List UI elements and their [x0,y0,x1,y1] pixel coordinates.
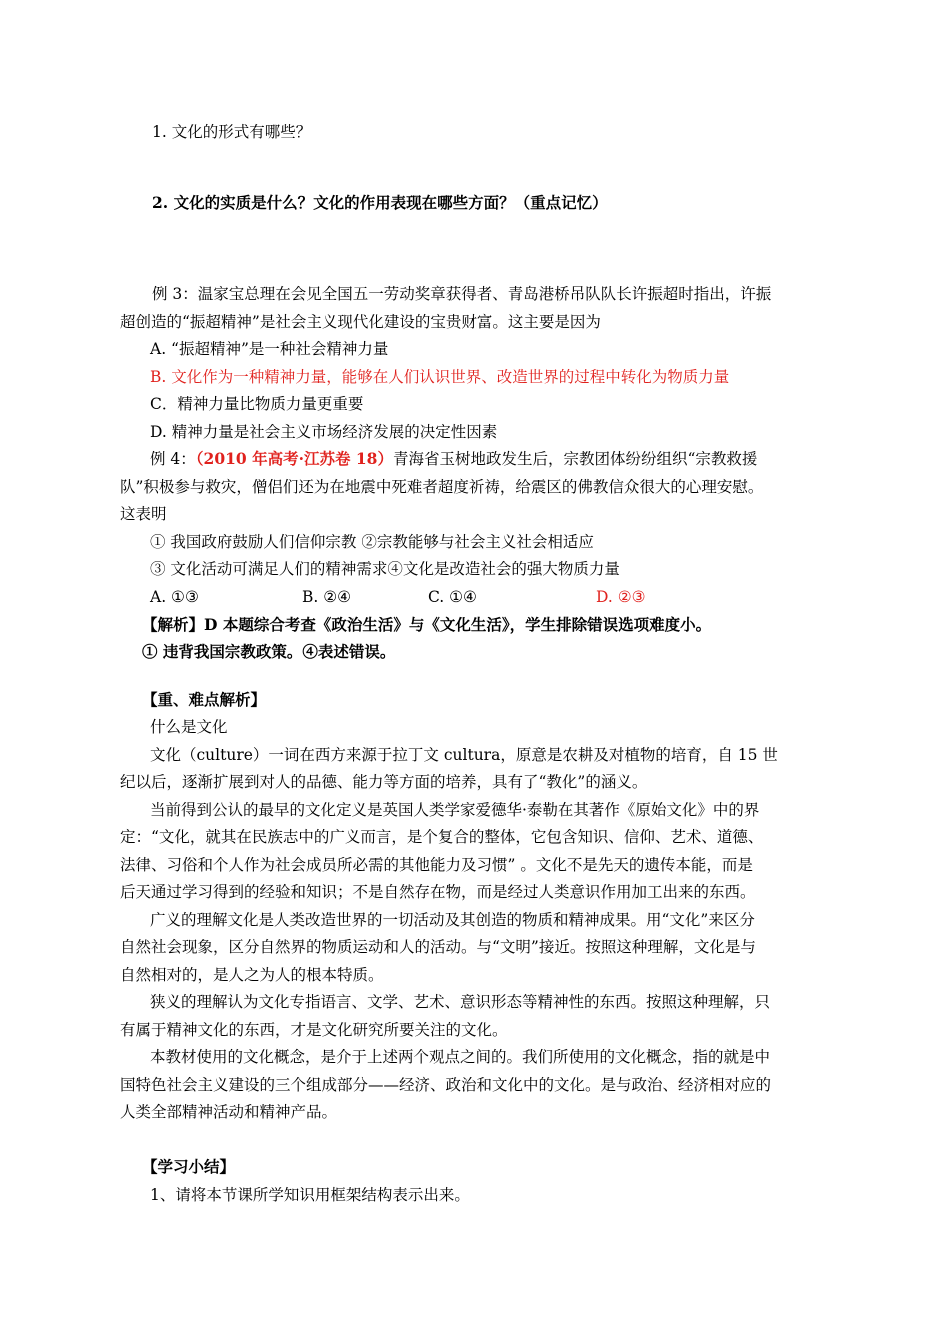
para4-line-1: 狭义的理解认为文化专指语言、文学、艺术、意识形态等精神性的东西。按照这种理解，只 [150,993,771,1011]
example-3-line-2: 超创造的“振超精神”是社会主义现代化建设的宝贵财富。这主要是因为 [120,313,601,331]
example-4-source: （2010 年高考·江苏卷 18） [195,449,393,468]
example-3-option-b-answer: B. 文化作为一种精神力量，能够在人们认识世界、改造世界的过程中转化为物质力量 [150,368,730,386]
example-4-analysis-2: ① 违背我国宗教政策。④表述错误。 [142,642,396,661]
para4-line-2: 有属于精神文化的东西，才是文化研究所要关注的文化。 [120,1021,508,1039]
example-3-option-c: C．精神力量比物质力量更重要 [150,395,364,413]
example-4-line-1 [150,448,757,470]
para2-line-4: 后天通过学习得到的经验和知识；不是自然存在物，而是经过人类意识作用加工出来的东西。 [120,883,756,901]
para3-line-2: 自然社会现象，区分自然界的物质运动和人的活动。与“文明”接近。按照这种理解，文化是与 [120,938,756,956]
summary-heading: 【学习小结】 [142,1157,236,1176]
example-4-statements-1-2: ① 我国政府鼓励人们信仰宗教 ②宗教能够与社会主义社会相适应 [150,533,594,551]
example-4-option-d-answer: D. ②③ [596,588,646,606]
para1-line-1: 文化（culture）一词在西方来源于拉丁文 cultura，原意是农耕及对植物的培育，自 15 世 [150,746,778,764]
para3-line-1: 广义的理解文化是人类改造世界的一切活动及其创造的物质和精神成果。用“文化”来区分 [150,911,755,929]
example-3-option-a: A. “振超精神”是一种社会精神力量 [150,340,389,358]
example-4-option-b: B. ②④ [302,588,352,606]
example-4-statements-3-4: ③ 文化活动可满足人们的精神需求④文化是改造社会的强大物质力量 [150,560,620,578]
example-4-line-3: 这表明 [120,505,167,523]
para2-line-2: 定：“文化，就其在民族志中的广义而言，是个复合的整体，它包含知识、信仰、艺术、道德、 [120,828,764,846]
example-4-option-a: A. ①③ [150,588,199,606]
para5-line-2: 国特色社会主义建设的三个组成部分——经济、政治和文化中的文化。是与政治、经济相对应的 [120,1076,772,1094]
para5-line-3: 人类全部精神活动和精神产品。 [120,1103,338,1121]
example-4-analysis-1: 【解析】D 本题综合考查《政治生活》与《文化生活》，学生排除错误选项难度小。 [142,615,712,634]
summary-item-1: 1、请将本节课所学知识用框架结构表示出来。 [150,1186,470,1204]
para3-line-3: 自然相对的，是人之为人的根本特质。 [120,966,384,984]
para2-line-1: 当前得到公认的最早的文化定义是英国人类学家爱德华·泰勒在其著作《原始文化》中的界 [150,801,760,819]
example-3-option-d: D. 精神力量是社会主义市场经济发展的决定性因素 [150,423,498,441]
what-is-culture-heading: 什么是文化 [150,718,228,736]
example-4-line-1-rest: 青海省玉树地政发生后，宗教团体纷纷组织“宗教救援 [392,450,758,468]
para2-line-3: 法律、习俗和个人作为社会成员所必需的其他能力及习惯” 。文化不是先天的遗传本能，而是 [120,856,753,874]
example-4-option-c: C. ①④ [428,588,477,606]
question-1: 1. 文化的形式有哪些？ [152,123,312,141]
question-2: 2. 文化的实质是什么？文化的作用表现在哪些方面？（重点记忆） [152,193,608,212]
example-4-line-2: 队”积极参与救灾，僧侣们还为在地震中死难者超度祈祷，给震区的佛教信众很大的心理安慰。 [120,478,764,496]
example-4-prefix: 例 4： [150,450,196,468]
example-3-line-1: 例 3：温家宝总理在会见全国五一劳动奖章获得者、青岛港桥吊队队长许振超时指出，许振 [152,285,772,303]
key-points-heading: 【重、难点解析】 [142,690,267,709]
para5-line-1: 本教材使用的文化概念，是介于上述两个观点之间的。我们所使用的文化概念，指的就是中 [150,1048,771,1066]
para1-line-2: 纪以后，逐渐扩展到对人的品德、能力等方面的培养，具有了“教化”的涵义。 [120,773,648,791]
